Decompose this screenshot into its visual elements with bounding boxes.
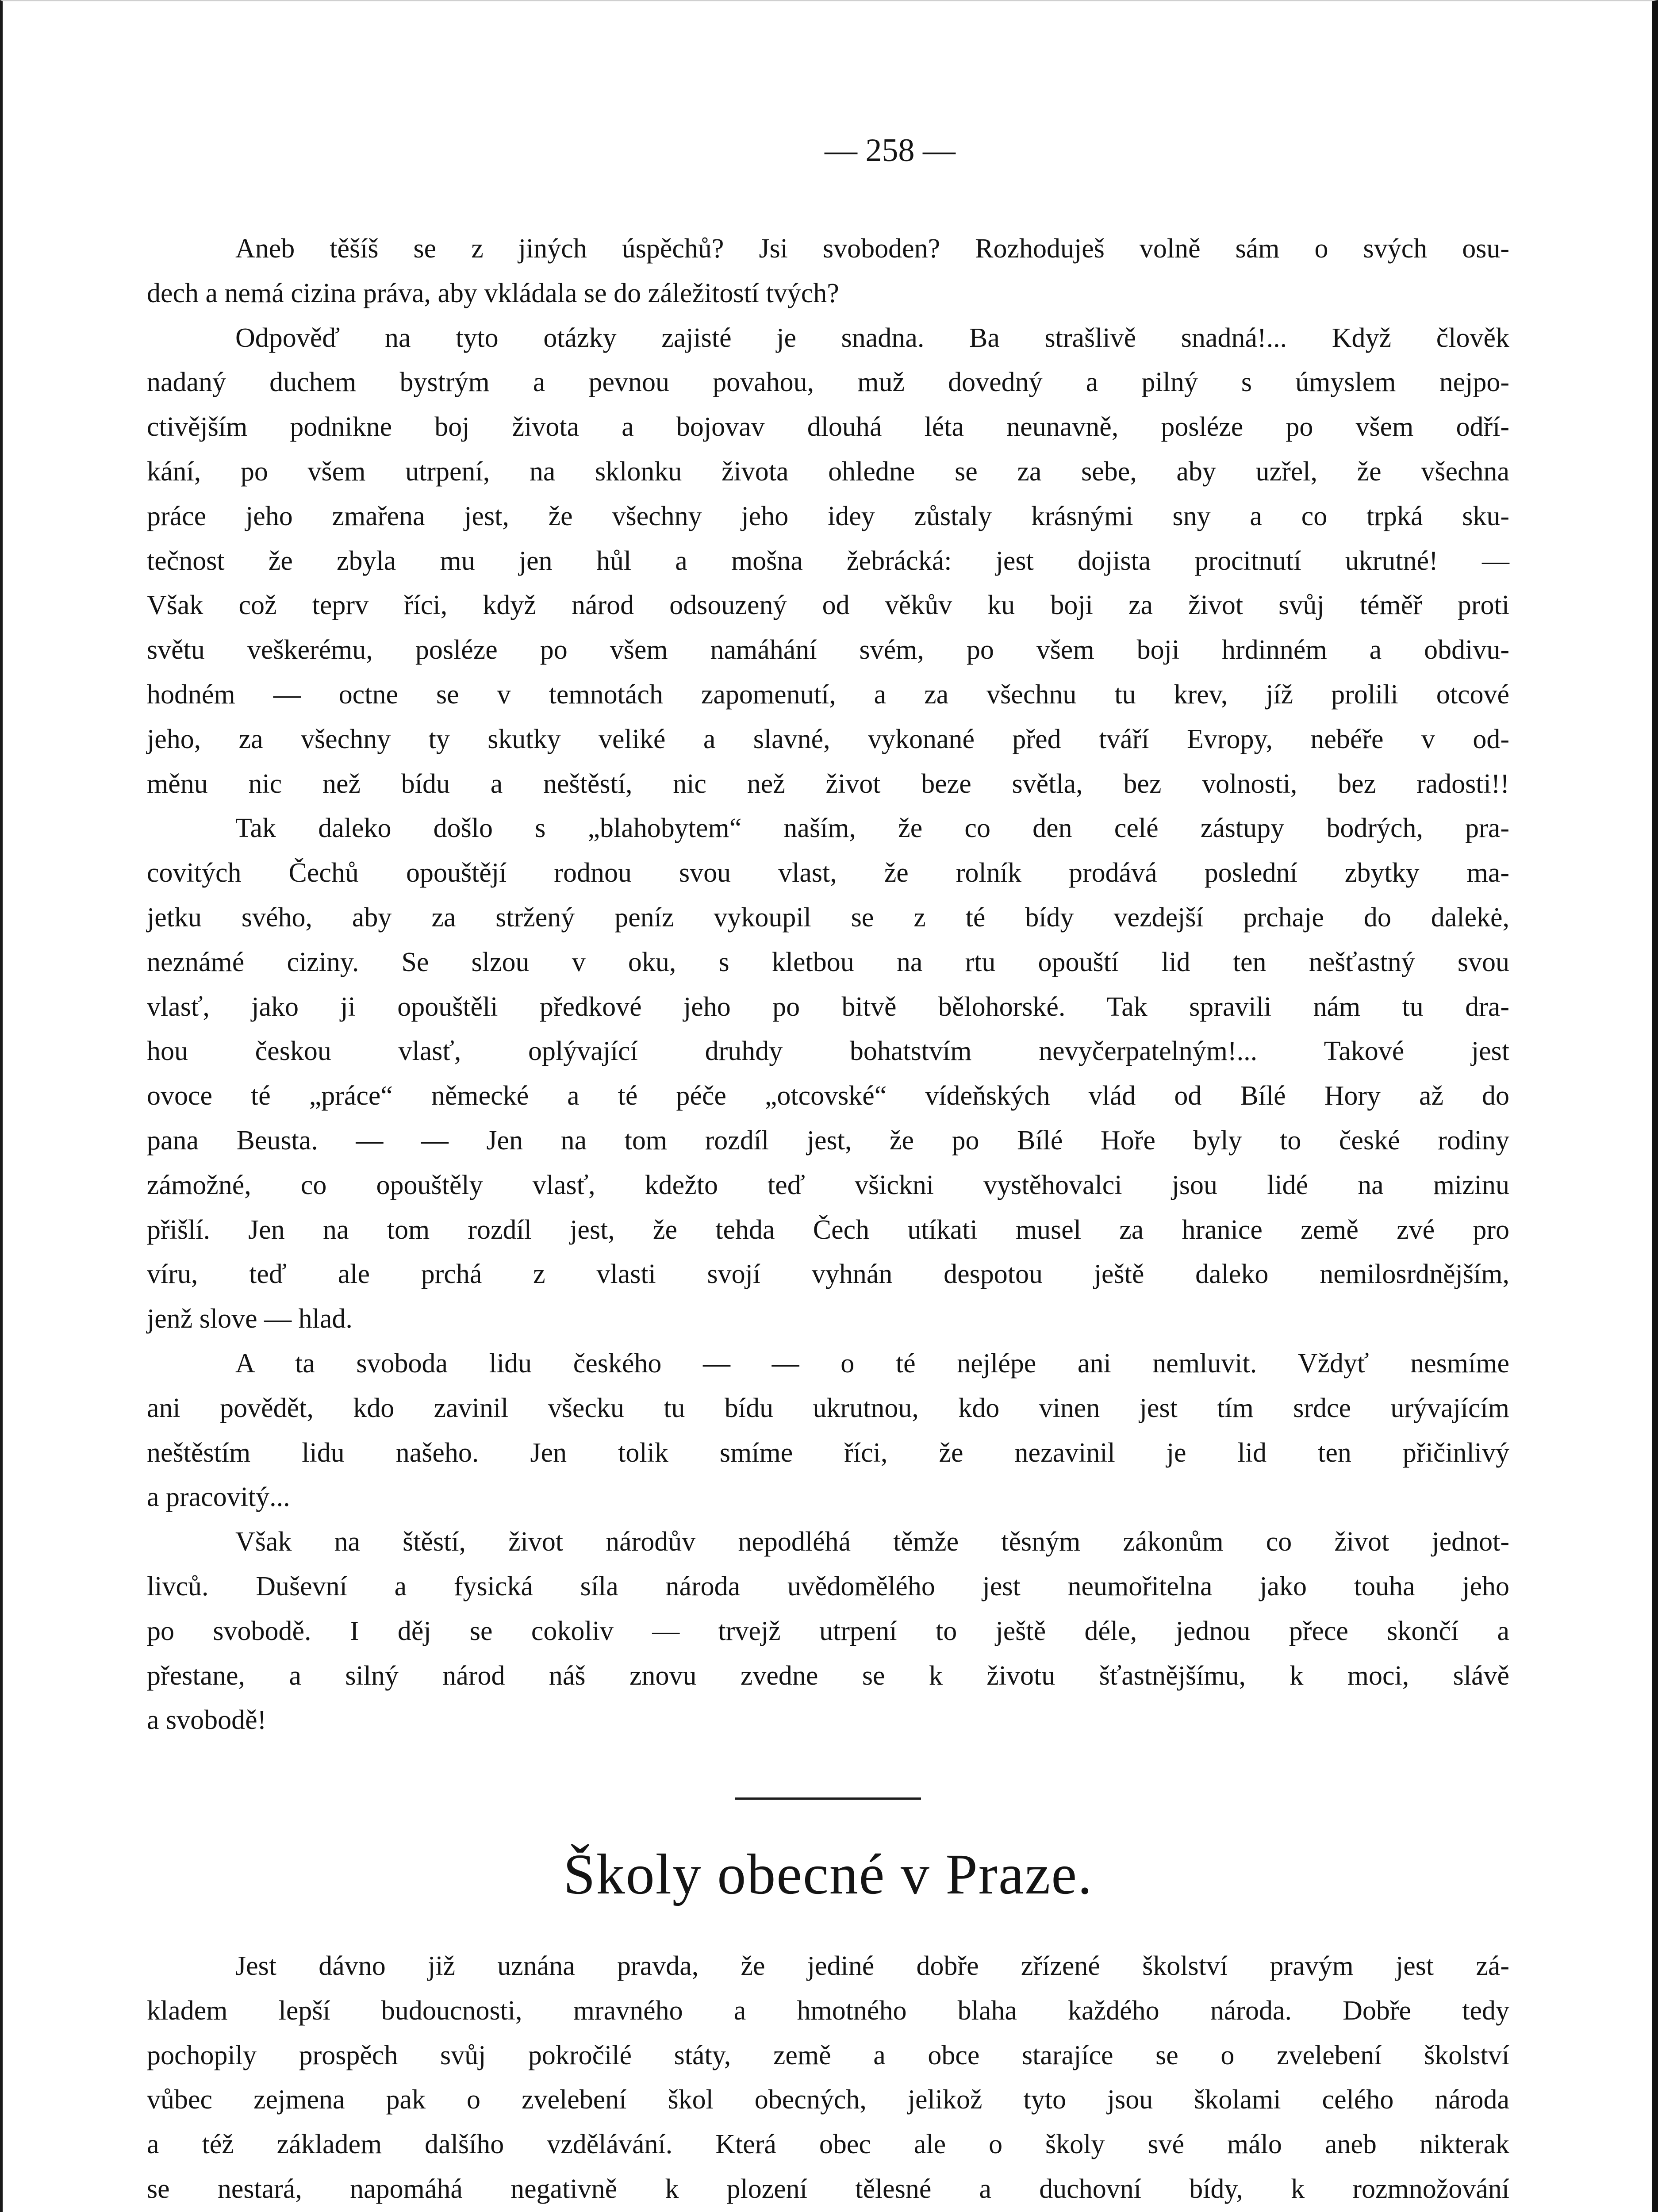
text-line: Však což teprv říci, když národ odsouzený od věkův ku boji za život svůj téměř proti	[147, 590, 1509, 621]
section-divider	[735, 1797, 921, 1800]
text-line: práce jeho zmařena jest, že všechny jeho idey zůstaly krásnými sny a co trpká sku-	[147, 501, 1509, 531]
paragraph	[147, 1520, 1509, 1743]
text-line: A ta svoboda lidu českého — — o té nejlépe ani nemluvit. Vždyť nesmíme	[235, 1348, 1509, 1379]
text-line: měnu nic než bídu a neštěstí, nic než život beze světla, bez volnosti, bez radosti!!	[147, 768, 1509, 799]
text-line: přestane, a silný národ náš znovu zvedne se k životu šťastnějšímu, k moci, slávě	[147, 1660, 1509, 1691]
text-line: víru, teď ale prchá z vlasti svojí vyhnán despotou ještě daleko nemilosrdnějším,	[147, 1259, 1509, 1290]
document-page	[147, 128, 1509, 2212]
top-section	[147, 227, 1509, 1743]
paragraph	[147, 806, 1509, 1341]
text-line: jetku svého, aby za stržený peníz vykoupil se z té bídy vezdejší prchaje do dalekė,	[147, 902, 1509, 933]
paragraph	[147, 1341, 1509, 1520]
text-line: ctivějším podnikne boj života a bojovav dlouhá léta neunavně, posléze po všem odří-	[147, 412, 1509, 442]
text-line: zámožné, co opouštěly vlasť, kdežto teď všickni vystěhovalci jsou lidé na mizinu	[147, 1170, 1509, 1200]
text-line: po svobodě. I děj se cokoliv — trvejž utrpení to ještě déle, jednou přece skončí a	[147, 1616, 1509, 1646]
paragraph	[147, 1944, 1509, 2212]
paragraph	[147, 316, 1509, 806]
text-line: Tak daleko došlo s „blahobytem“ naším, že co den celé zástupy bodrých, pra-	[235, 813, 1509, 844]
paragraph	[147, 227, 1509, 316]
text-line: covitých Čechů opouštějí rodnou svou vlast, že rolník prodává poslední zbytky ma-	[147, 858, 1509, 888]
text-line: kladem lepší budoucnosti, mravného a hmotného blaha každého národa. Dobře tedy	[147, 1995, 1509, 2026]
text-line: hou českou vlasť, oplývající druhdy bohatstvím nevyčerpatelným!... Takové jest	[147, 1036, 1509, 1067]
text-line: a pracovitý...	[147, 1482, 290, 1513]
text-line: Odpověď na tyto otázky zajisté je snadna. Ba strašlivě snadná!... Když člověk	[235, 323, 1509, 353]
text-line: Však na štěstí, život národův nepodléhá těmže těsným zákonům co život jednot-	[235, 1527, 1509, 1557]
text-line: jeho, za všechny ty skutky veliké a slavné, vykonané před tváří Evropy, nebéře v od-	[147, 724, 1509, 754]
text-line: vlasť, jako ji opouštěli předkové jeho po bitvě bělohorské. Tak spravili nám tu dra-	[147, 991, 1509, 1022]
text-line: kání, po všem utrpení, na sklonku života ohledne se za sebe, aby uzřel, že všechna	[147, 456, 1509, 487]
text-line: se nestará, napomáhá negativně k plození tělesné a duchovní bídy, k rozmnožování	[147, 2174, 1509, 2204]
text-line: světu veškerému, posléze po všem namáhání svém, po všem boji hrdinném a obdivu-	[147, 635, 1509, 665]
text-line: Aneb těšíš se z jiných úspěchů? Jsi svoboden? Rozhoduješ volně sám o svých osu-	[235, 234, 1509, 264]
text-line: livců. Duševní a fysická síla národa uvědomělého jest neumořitelna jako touha jeho	[147, 1571, 1509, 1601]
text-line: ani povědět, kdo zavinil všecku tu bídu ukrutnou, kdo vinen jest tím srdce urývajícím	[147, 1393, 1509, 1423]
text-line: pana Beusta. — — Jen na tom rozdíl jest, že po Bílé Hoře byly to české rodiny	[147, 1125, 1509, 1156]
text-line: nadaný duchem bystrým a pevnou povahou, muž dovedný a pilný s úmyslem nejpo-	[147, 367, 1509, 398]
text-line: vůbec zejmena pak o zvelebení škol obecných, jelikož tyto jsou školami celého národa	[147, 2085, 1509, 2115]
article-heading: Školy obecné v Praze.	[563, 1843, 1093, 1907]
text-line: tečnost že zbyla mu jen hůl a mošna žebrácká: jest dojista procitnutí ukrutné! —	[147, 545, 1509, 576]
text-line: ovoce té „práce“ německé a té péče „otcovské“ vídeňských vlád od Bílé Hory až do	[147, 1081, 1509, 1111]
text-line: a též základem dalšího vzdělávání. Která obec ale o školy své málo aneb nikterak	[147, 2129, 1509, 2160]
page-number: — 258 —	[825, 132, 956, 169]
text-line: přišlí. Jen na tom rozdíl jest, že tehda Čech utíkati musel za hranice země zvé pro	[147, 1214, 1509, 1245]
text-line: neznámé ciziny. Se slzou v oku, s kletbou na rtu opouští lid ten nešťastný svou	[147, 947, 1509, 977]
article-body	[147, 1944, 1509, 2212]
text-line: dech a nemá cizina práva, aby vkládala se do záležitostí tvých?	[147, 278, 839, 308]
text-line: Jest dávno již uznána pravda, že jediné dobře zřízené školství pravým jest zá-	[235, 1951, 1509, 1982]
text-line: hodném — octne se v temnotách zapomenutí, a za všechnu tu krev, jíž prolili otcové	[147, 679, 1509, 710]
text-line: pochopily prospěch svůj pokročilé státy, země a obce starajíce se o zvelebení školství	[147, 2040, 1509, 2070]
text-line: jenž slove — hlad.	[147, 1304, 353, 1334]
text-line: a svobodě!	[147, 1705, 267, 1736]
text-line: neštěstím lidu našeho. Jen tolik smíme říci, že nezavinil je lid ten přičinlivý	[147, 1437, 1509, 1468]
